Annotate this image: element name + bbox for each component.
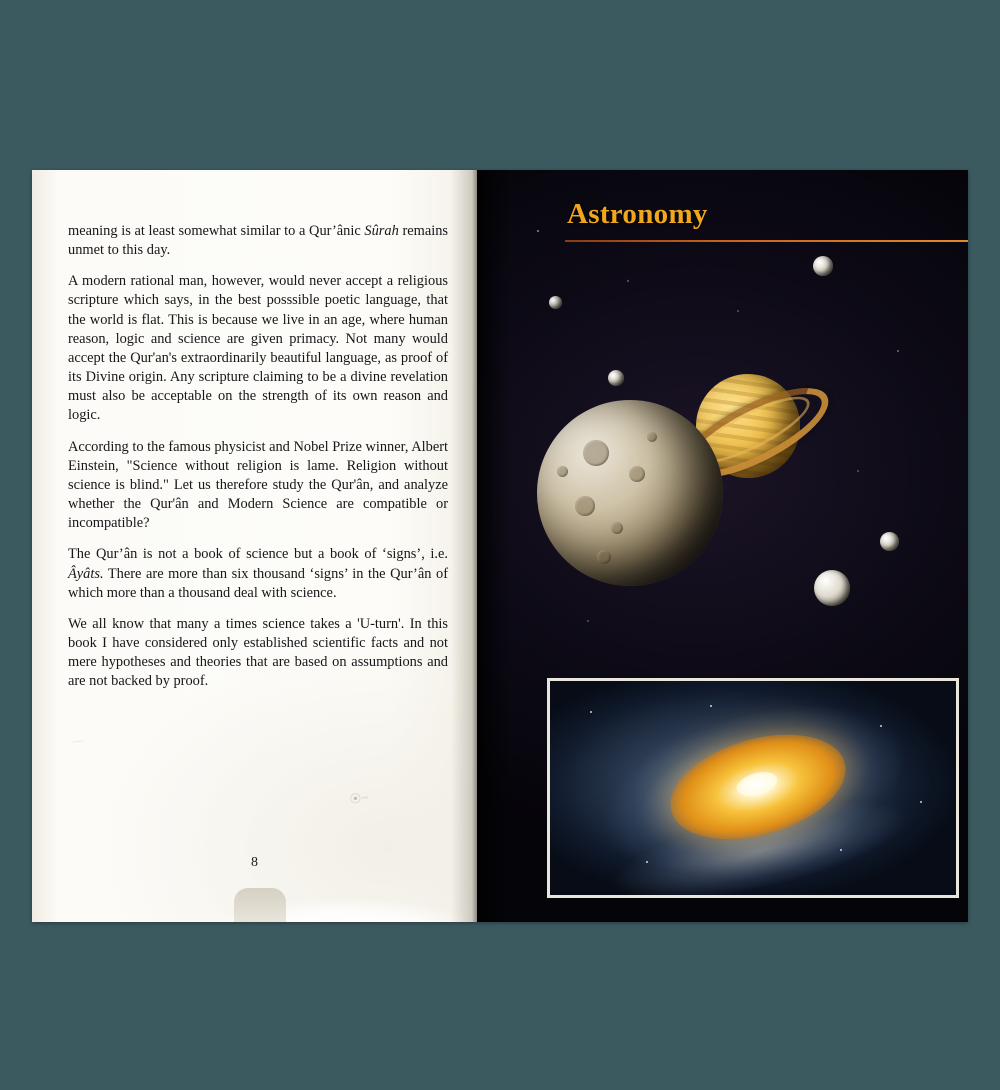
cratered-moon xyxy=(537,400,723,586)
book-spread xyxy=(32,170,968,922)
left-page xyxy=(32,170,477,922)
star-icon xyxy=(880,725,882,727)
small-moon xyxy=(880,532,899,551)
page-number: 8 xyxy=(251,855,258,870)
galaxy-photo xyxy=(547,678,959,898)
paragraph-3: According to the famous physicist and Nobel Prize winner, Albert Einstein, "Science without religion is lame. Religion without science is blind." Let us therefore study the Qur'ân, and analyze whether the Qur'ân and Modern Science are compatible or incompatible? xyxy=(68,438,448,532)
small-moon xyxy=(549,296,562,309)
star-icon xyxy=(920,801,922,803)
small-moon xyxy=(813,256,833,276)
paragraph-1: meaning is at least somewhat similar to a Qur’ânic Sûrah remains unmet to this day. xyxy=(68,223,449,259)
star-icon xyxy=(627,280,629,282)
crater-icon xyxy=(583,440,609,466)
star-icon xyxy=(737,310,739,312)
small-moon xyxy=(608,370,624,386)
star-icon xyxy=(590,711,592,713)
chapter-title: Astronomy xyxy=(567,198,708,230)
paragraph-4: The Qur’ân is not a book of science but a book of ‘signs’, i.e. Âyâts. There are more than six thousand ‘signs’ in the Qur’ân of which more than a thousand deal with science. xyxy=(68,546,448,601)
star-icon xyxy=(710,705,712,707)
gutter-shadow-right xyxy=(477,170,511,922)
star-icon xyxy=(897,350,899,352)
crater-icon xyxy=(611,522,623,534)
crater-icon xyxy=(647,432,657,442)
gutter-shadow xyxy=(451,170,477,922)
crater-icon xyxy=(557,466,568,477)
right-page xyxy=(477,170,968,922)
page-curl xyxy=(234,888,286,922)
crater-icon xyxy=(575,496,595,516)
star-icon xyxy=(857,470,859,472)
paragraph-2: A modern rational man, however, would never accept a religious scripture which says, in the best posssible poetic language, that the world is flat. This is because we live in an age, where human reason, logic and science are given primacy. Not many would accept the Qur'an's extraordinarily beautiful language, as proof of its Divine origin. Any scripture claiming to be a divine revelation must also be acceptable on the strength of its own reason and logic. xyxy=(68,273,448,424)
paragraph-5: We all know that many a times science takes a 'U-turn'. In this book I have considered only established scientific facts and not mere hypotheses and theories that are based on assumptions and are not backed by proof. xyxy=(68,615,448,690)
star-icon xyxy=(537,230,539,232)
star-icon xyxy=(587,620,589,622)
paper-smudge-icon: ⦿~ xyxy=(349,791,370,807)
body-text xyxy=(68,222,448,703)
crater-icon xyxy=(629,466,645,482)
paper-blemish-icon: — xyxy=(71,734,85,748)
star-icon xyxy=(646,861,648,863)
star-icon xyxy=(840,849,842,851)
small-moon xyxy=(814,570,850,606)
title-divider xyxy=(565,240,968,242)
crater-icon xyxy=(597,550,611,564)
